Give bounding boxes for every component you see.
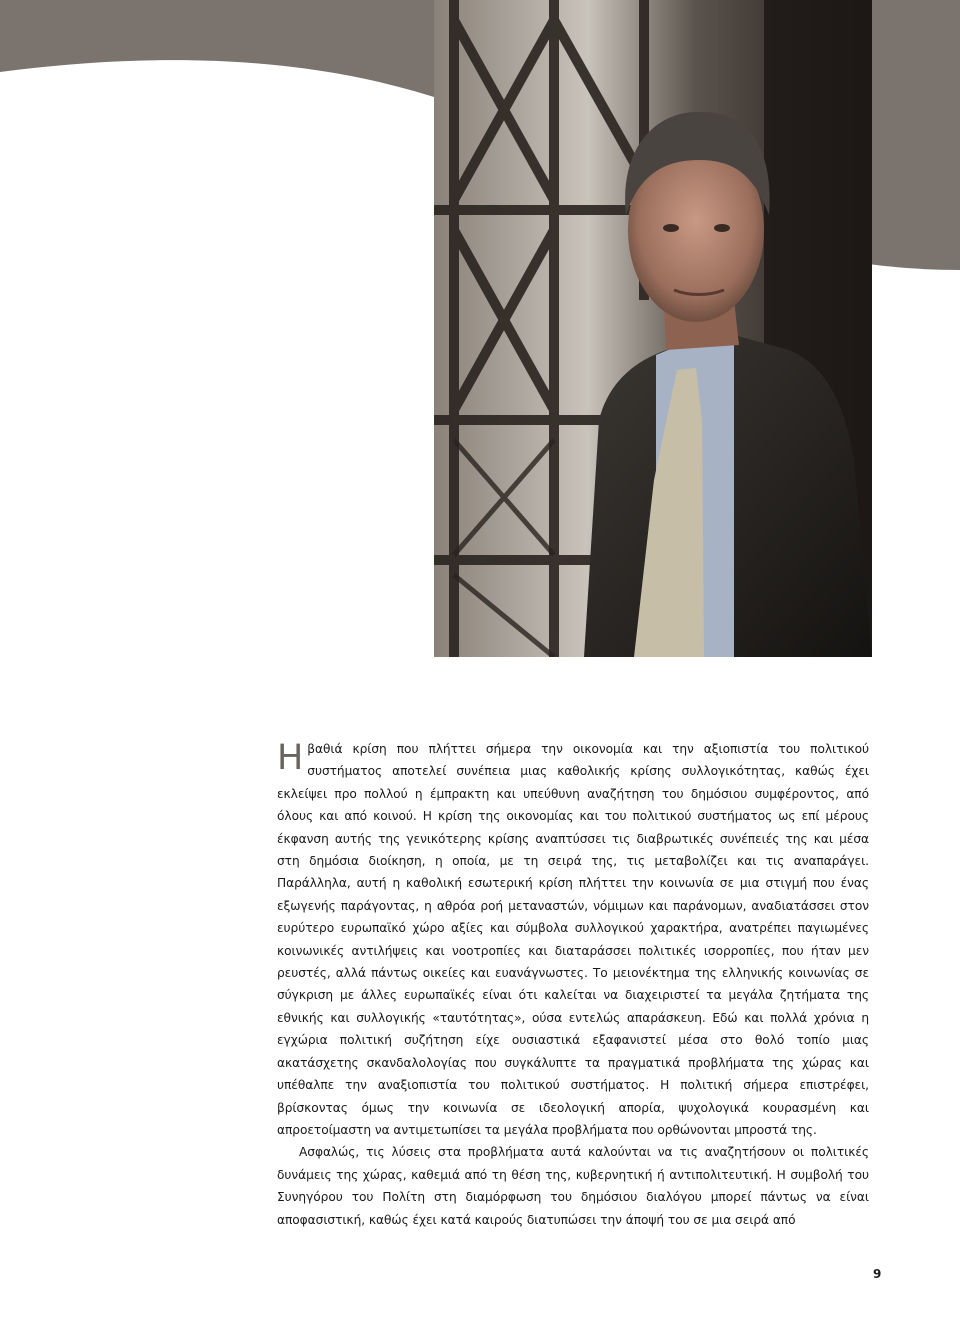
article-paragraph-2: Ασφαλώς, τις λύσεις στα προβλήματα αυτά καλούνται να τις αναζητήσουν οι πολιτικές δυνάμεις της χώρας, καθεμιά από τη θέση της, κυβερνητική ή αντιπολιτευτική. Η συμβολή του Συνηγόρου του Πολίτη στη διαμόρφωση του δημόσιου διαλόγου μπορεί πάντως να είναι αποφασιστική, καθώς έχει κατά καιρούς διατυπώσει την άποψή του σε μια σειρά από	[277, 1145, 869, 1227]
article-body	[277, 738, 869, 1231]
portrait-photo	[434, 0, 872, 657]
page-number: 9	[873, 1267, 882, 1281]
drop-cap: Η	[277, 738, 304, 778]
paragraph-1-text: βαθιά κρίση που πλήττει σήμερα την οικονομία και την αξιοπιστία του πολιτικού συστήματος αποτελεί συνέπεια μιας καθολικής κρίσης συλλογικότητας, καθώς έχει εκλείψει προ πολλού η έμπρακτη και υπεύθυνη αναζήτηση του δημόσιου συμφέροντος, από όλους και από κοινού. Η κρίση της οικονομίας και του πολιτικού συστήματος ως επί μέρους έκφανση αυτής της γενικότερης κρίσης αναπτύσσει τις διαβρωτικές συνέπειές της και μέσα στη δημόσια διοίκηση, η οποία, με τη σειρά της, τις μεταβολίζει και τις αναπαράγει. Παράλληλα, αυτή η καθολική εσωτερική κρίση πλήττει την κοινωνία σε μια στιγμή που ένας εξωγενής παράγοντας, η αθρόα ροή μεταναστών, νόμιμων και παράνομων, αναδιατάσσει στον ευρύτερο ευρωπαϊκό χώρο αξίες και σύμβολα συλλογικού χαρακτήρα, ανατρέπει παγιωμένες κοινωνικές αντιλήψεις και νοοτροπίες και διαταράσσει πολιτικές ισορροπίες, που ήταν μεν ρευστές, αλλά πάντως οικείες και ευανάγνωστες. Το μειονέκτημα της ελληνικής κοινωνίας σε σύγκριση με άλλες ευρωπαϊκές είναι ότι καλείται να διαχειριστεί τα μεγάλα ζητήματα της εθνικής και συλλογικής «ταυτότητας», ούσα εντελώς απαράσκευη. Εδώ και πολλά χρόνια η εγχώρια πολιτική συζήτηση είχε ουσιαστικά εξαφανιστεί μέσα στο θολό τοπίο μιας ακατάσχετης σκανδαλολογίας που συγκάλυπτε τα πραγματικά προβλήματα της χώρας και υπέθαλπε την αναξιοπιστία του πολιτικού συστήματος. Η πολιτική σήμερα επιστρέφει, βρίσκοντας όμως την κοινωνία σε ιδεολογική απορία, ψυχολογικά κουρασμένη και απροετοίμαστη να αντιμετωπίσει τα μεγάλα προβλήματα που ορθώνονται μπροστά της.	[277, 742, 869, 1137]
article-paragraph-1	[277, 738, 869, 1141]
